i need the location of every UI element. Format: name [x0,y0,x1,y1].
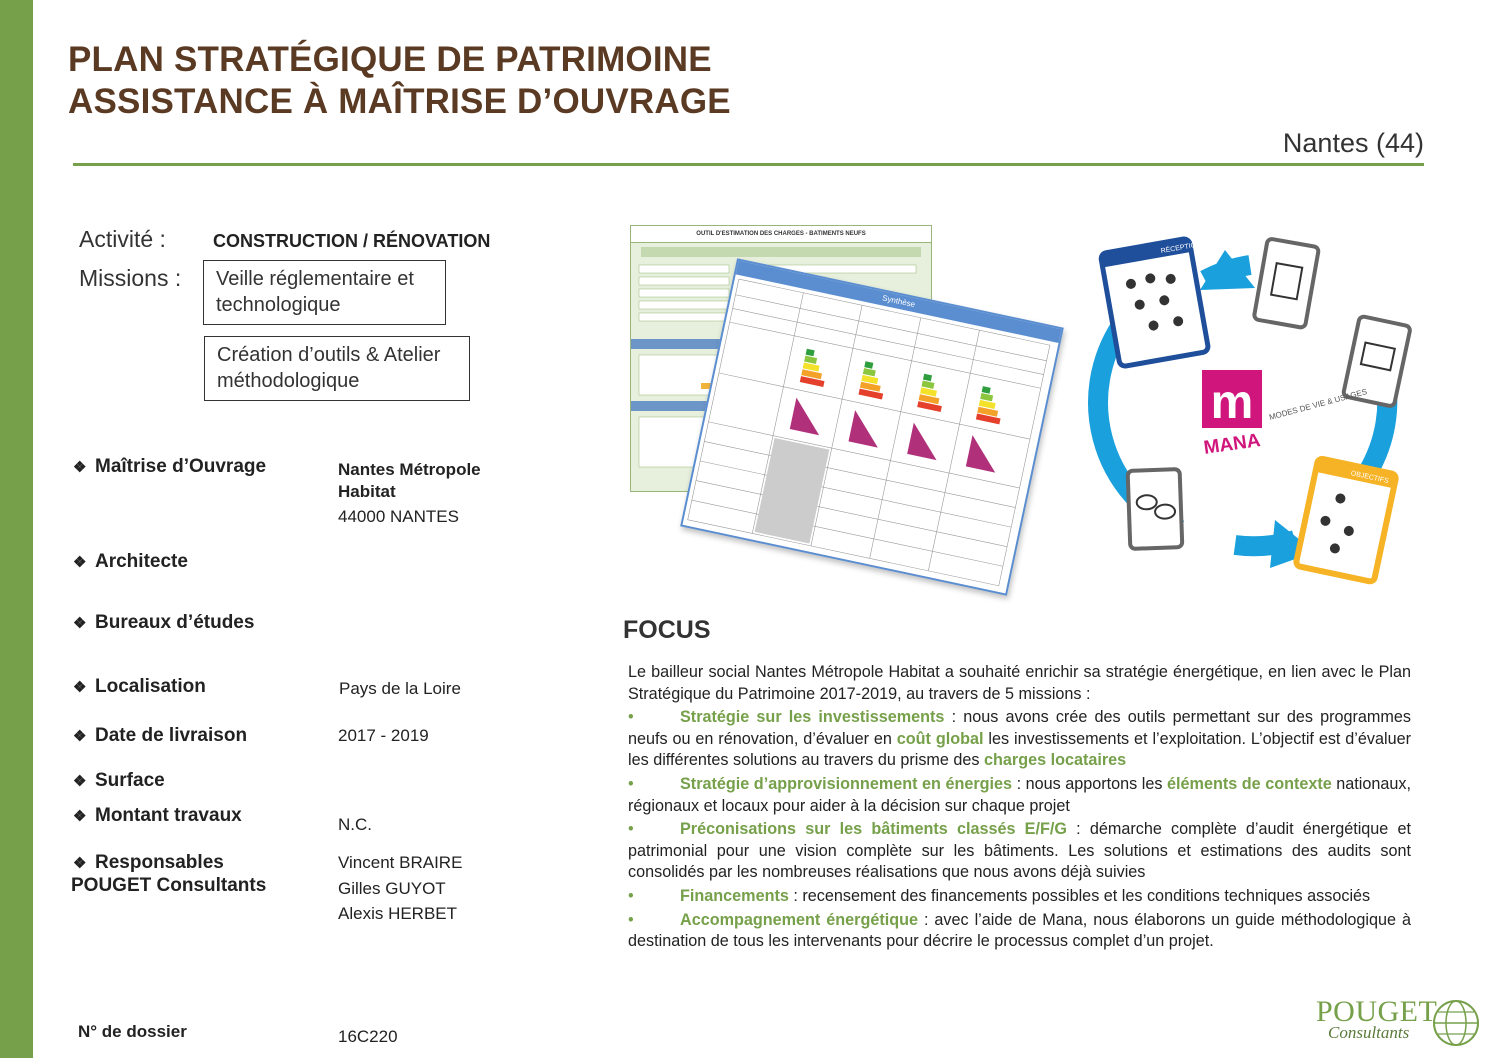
logo-subtitle: Consultants [1328,1023,1410,1042]
focus-mission-1: • Stratégie sur les investissements : nous avons crée des outils permettant sur des programmes neufs ou en rénovation, d’évaluer en coût global les investissements et l’exploitation. L’objectif est d’évaluer les différentes solutions au travers du prisme des charges locataires [628,708,1411,770]
field-date-livraison: ❖ Date de livraison [73,725,248,746]
localisation-value: Pays de la Loire [339,679,461,698]
moa-city: 44000 NANTES [338,507,459,526]
responsable-1: Vincent BRAIRE [338,853,463,872]
mana-tagline: MODES DE VIE & USAGES [1268,387,1369,422]
diamond-bullet-icon: ❖ [73,615,87,632]
focus-mission-4: • Financements : recensement des financements possibles et les conditions techniques associés [628,886,1371,905]
responsables-company: POUGET Consultants [71,875,267,896]
activity-label: Activité : [79,226,166,252]
mission-box-2: Création d’outils & Atelier méthodologique [204,336,470,401]
responsable-3: Alexis HERBET [338,904,458,923]
sheet2-title: Synthèse [736,261,1062,343]
logo-brand: POUGET [1316,995,1438,1028]
card-chat [1128,469,1183,549]
mana-logo [1202,370,1368,459]
diamond-bullet-icon: ❖ [73,808,87,825]
svg-text:m: m [1210,376,1254,429]
focus-mission-5: • Accompagnement énergétique : avec l’aide de Mana, nous élaborons un guide méthodologique à destination de tous les intervenants pour décrire le processus complet d’un projet. [628,910,1411,951]
card-reception [1100,236,1219,367]
field-responsables: ❖ Responsables [73,852,224,873]
moa-name: Nantes Métropole Habitat [338,460,481,501]
header-divider [73,163,1424,166]
field-montant-travaux: ❖ Montant travaux [73,805,242,826]
page-title-line1: PLAN STRATÉGIQUE DE PATRIMOINE [68,40,712,79]
focus-mission-3: • Préconisations sur les bâtiments classés E/F/G : démarche complète d’audit énergétique et patrimonial pour une vision complète sur les bâtiments. Les solutions et estimations des audits sont consolidés par les nombreuses réalisations que nous avons déjà suivies [628,820,1412,882]
diamond-bullet-icon: ❖ [73,554,87,571]
mana-brand-text: MANA [1202,430,1262,459]
dossier-value: 16C220 [338,1027,398,1046]
responsable-2: Gilles GUYOT [338,879,446,898]
card-document [1254,238,1319,328]
focus-intro: Le bailleur social Nantes Métropole Habitat a souhaité enrichir sa stratégie énergétique, en lien avec le Plan Stratégique du Patrimoine 2017-2019, au travers de 5 missions : [628,663,1411,703]
field-moa: ❖ Maîtrise d’Ouvrage [73,456,267,477]
focus-body [628,662,1411,955]
globe-icon [1428,995,1484,1049]
dossier-label: N° de dossier [78,1022,187,1041]
diamond-bullet-icon: ❖ [73,728,87,745]
card-objectifs [1295,458,1396,582]
spreadsheet-illustration-2 [680,258,1064,595]
page-title-line2: ASSISTANCE À MAÎTRISE D’OUVRAGE [68,82,731,121]
card-objectifs-title: OBJECTIFS [1350,470,1390,486]
side-color-bar [0,0,33,1058]
field-bureaux-etudes: ❖ Bureaux d’études [73,612,255,633]
diamond-bullet-icon: ❖ [73,773,87,790]
field-localisation: ❖ Localisation [73,676,206,697]
date-value: 2017 - 2019 [338,726,429,745]
location-label: Nantes (44) [1282,128,1424,158]
focus-mission-2: • Stratégie d’approvisionnement en énergies : nous apportons les éléments de contexte nationaux, régionaux et locaux pour aider à la décision sur chaque projet [628,774,1412,815]
focus-title: FOCUS [623,616,711,644]
activity-value: CONSTRUCTION / RÉNOVATION [213,231,491,251]
card-reception-title: RÉCEPTION [1160,241,1202,256]
field-architecte: ❖ Architecte [73,551,188,572]
diamond-bullet-icon: ❖ [73,459,87,476]
diamond-bullet-icon: ❖ [73,855,87,872]
sheet1-title: OUTIL D'ESTIMATION DES CHARGES - BATIMENTS NEUFS [631,226,931,243]
montant-value: N.C. [338,815,372,834]
diamond-bullet-icon: ❖ [73,679,87,696]
mission-box-1: Veille réglementaire et technologique [203,260,446,325]
pouget-consultants-logo [1312,995,1487,1050]
missions-label: Missions : [79,265,182,291]
mana-cycle-illustration [1085,230,1420,585]
field-surface: ❖ Surface [73,770,165,791]
